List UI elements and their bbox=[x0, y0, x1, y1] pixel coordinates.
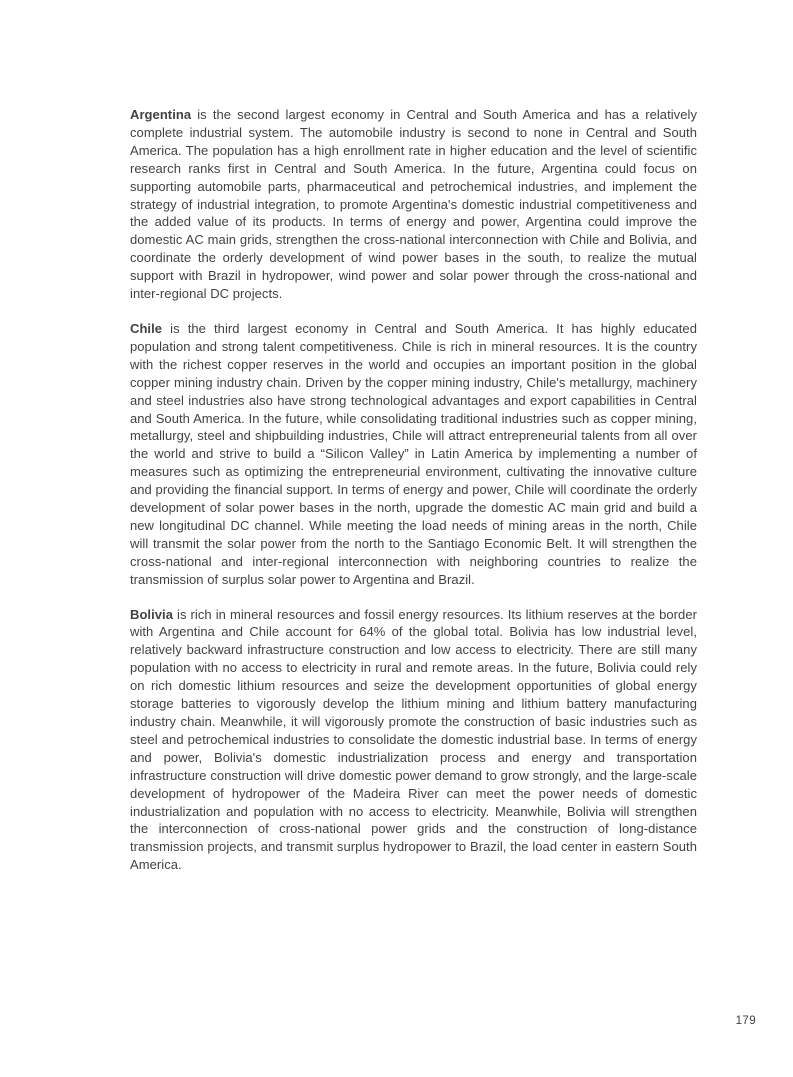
page-body bbox=[130, 106, 697, 891]
paragraph-argentina bbox=[130, 106, 697, 303]
paragraph-lead-chile: Chile bbox=[130, 320, 163, 336]
paragraph-text-chile: is the third largest economy in Central and South America. It has highly educated population and strong talent competitiveness. Chile is rich in mineral resources. It is the country with the richest copper reserves in the world and occupies an important position in the global copper mining industry chain. Driven by the copper mining industry, Chile's metallurgy, machinery and steel industries also have strong technological advantages and export capabilities in Central and South America. In the future, while consolidating traditional industries such as copper mining, metallurgy, steel and shipbuilding industries, Chile will attract entrepreneurial talents from all over the world and strive to build a “Silicon Valley” in Latin America by implementing a number of measures such as optimizing the entrepreneurial environment, cultivating the innovative culture and providing the financial support. In terms of energy and power, Chile will coordinate the orderly development of solar power bases in the north, upgrade the domestic AC main grid and build a new longitudinal DC channel. While meeting the load needs of mining areas in the north, Chile will transmit the solar power from the north to the Santiago Economic Belt. It will strengthen the cross-national and inter-regional interconnection with neighboring countries to realize the transmission of surplus solar power to Argentina and Brazil. bbox=[130, 320, 697, 587]
paragraph-text-bolivia: is rich in mineral resources and fossil energy resources. Its lithium reserves at the border with Argentina and Chile account for 64% of the global total. Bolivia has low industrial level, relatively backward infrastructure construction and low access to electricity. There are still many population with no access to electricity in rural and remote areas. In the future, Bolivia could rely on rich domestic lithium resources and seize the development opportunities of global energy storage batteries to vigorously develop the lithium mining and lithium battery manufacturing industry chain. Meanwhile, it will vigorously promote the construction of basic industries such as steel and petrochemical industries to consolidate the domestic industrial base. In terms of energy and power, Bolivia's domestic industrialization process and energy and transportation infrastructure construction will drive domestic power demand to grow strongly, and the large-scale development of hydropower of the Madeira River can meet the power needs of domestic industrialization and population with no access to electricity. Meanwhile, Bolivia will strengthen the interconnection of cross-national power grids and the construction of long-distance transmission projects, and transmit surplus hydropower to Brazil, the load center in eastern South America. bbox=[130, 606, 697, 873]
paragraph-lead-argentina: Argentina bbox=[130, 107, 192, 122]
paragraph-bolivia bbox=[130, 606, 697, 875]
page-number: 179 bbox=[735, 1015, 756, 1027]
paragraph-chile bbox=[130, 320, 697, 589]
paragraph-lead-bolivia: Bolivia bbox=[130, 606, 173, 622]
paragraph-text-argentina: is the second largest economy in Central and South America and has a relatively complete industrial system. The automobile industry is second to none in Central and South America. The population has a high enrollment rate in higher education and the level of scientific research ranks first in Central and South America. In the future, Argentina could focus on supporting automobile parts, pharmaceutical and petrochemical industries, and implement the strategy of industrial integration, to promote Argentina's domestic industrial competitiveness and the added value of its products. In terms of energy and power, Argentina could improve the domestic AC main grids, strengthen the cross-national interconnection with Chile and Bolivia, and coordinate the orderly development of wind power bases in the south, to realize the mutual support with Brazil in hydropower, wind power and solar power through the cross-national and inter-regional DC projects. bbox=[130, 107, 697, 302]
